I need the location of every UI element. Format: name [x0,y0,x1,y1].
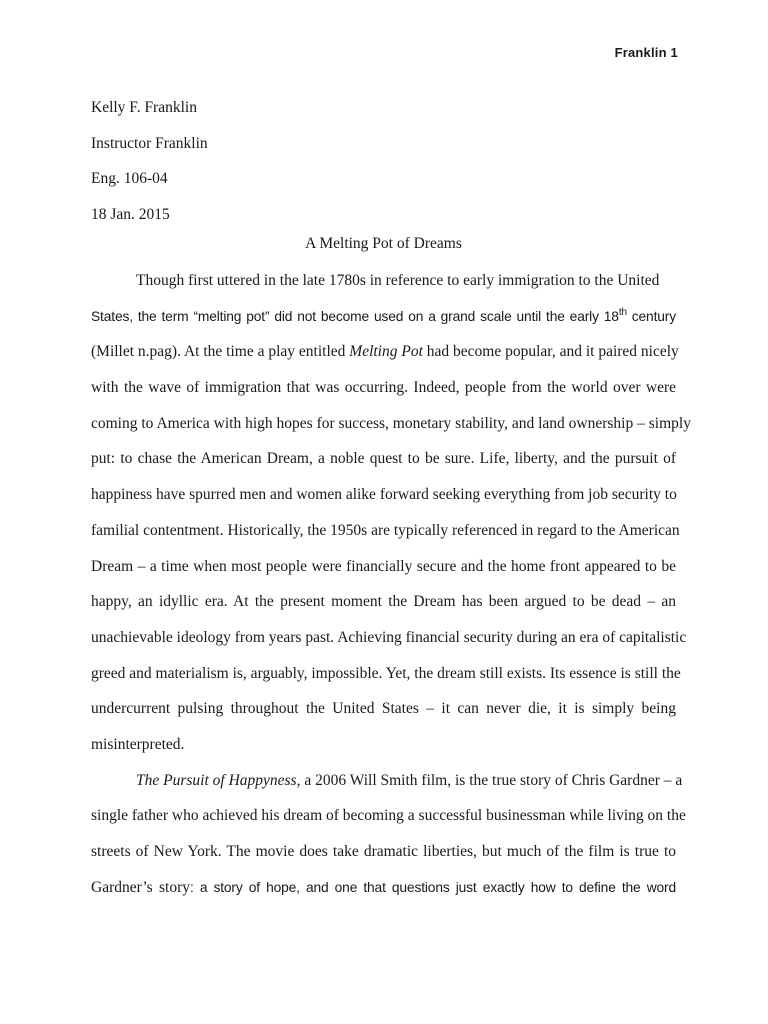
paragraph-1-line-6: put: to chase the American Dream, a noble quest to be sure. Life, liberty, and the pursuit of [91,450,676,468]
text-span: , a 2006 Will Smith film, is the true story of Chris Gardner – a [296,771,683,789]
paragraph-2-line-4 [91,870,676,906]
paragraph-1-line-12: greed and materialism is, arguably, impossible. Yet, the dream still exists. Its essence is still the [91,664,681,682]
text-span: : a story of hope, and one that questions just exactly how to define the word [190,879,676,895]
italic-title: The Pursuit of Happyness [136,771,297,789]
paragraph-1-line-2 [91,299,676,335]
text-span: (Millet n.pag). At the time a play entitled [91,343,350,361]
text-span: Gardner’s story [91,878,191,896]
paragraph-1-line-7: happiness have spurred men and women alike forward seeking everything from job security to [91,486,677,504]
paragraph-1-line-3 [91,334,679,370]
mla-header [91,90,681,233]
text-span: had become popular, and it paired nicely [422,343,679,361]
paragraph-1-line-8: familial contentment. Historically, the 1950s are typically referenced in regard to the American [91,521,680,539]
paragraph-1-line-5: coming to America with high hopes for success, monetary stability, and land ownership – simply [91,414,691,432]
paragraph-1-line-10: happy, an idyllic era. At the present moment the Dream has been argued to be dead – an [91,593,676,611]
paragraph-1-line-11: unachievable ideology from years past. Achieving financial security during an era of capitalistic [91,628,687,646]
course-number: Eng. 106-04 [91,170,168,188]
italic-title: Melting Pot [349,343,423,361]
instructor-name: Instructor Franklin [91,134,208,152]
text-span: century [626,308,676,324]
author-name: Kelly F. Franklin [91,99,197,116]
paragraph-1-line-14: misinterpreted. [91,735,185,753]
paragraph-1-line-4: with the wave of immigration that was occurring. Indeed, people from the world over were [91,379,676,397]
paragraph-1-line-9: Dream – a time when most people were financially secure and the home front appeared to be [91,557,676,575]
paragraph-1-line-13: undercurrent pulsing throughout the United States – it can never die, it is simply being [91,700,676,718]
paper-title: A Melting Pot of Dreams [305,235,462,252]
text-span: States, the term “melting pot” did not become used on a grand scale until the early 18 [91,308,619,324]
paragraph-1-line-1: Though first uttered in the late 1780s in reference to early immigration to the United [136,272,660,289]
paragraph-2-line-1 [91,763,683,799]
superscript: th [618,306,627,318]
body-text [91,263,691,905]
paragraph-2-line-2: single father who achieved his dream of becoming a successful businessman while living on the [91,807,686,825]
paper-date: 18 Jan. 2015 [91,206,170,224]
running-head: Franklin 1 [614,45,678,60]
paragraph-2-line-3: streets of New York. The movie does take dramatic liberties, but much of the film is true to [91,843,676,860]
